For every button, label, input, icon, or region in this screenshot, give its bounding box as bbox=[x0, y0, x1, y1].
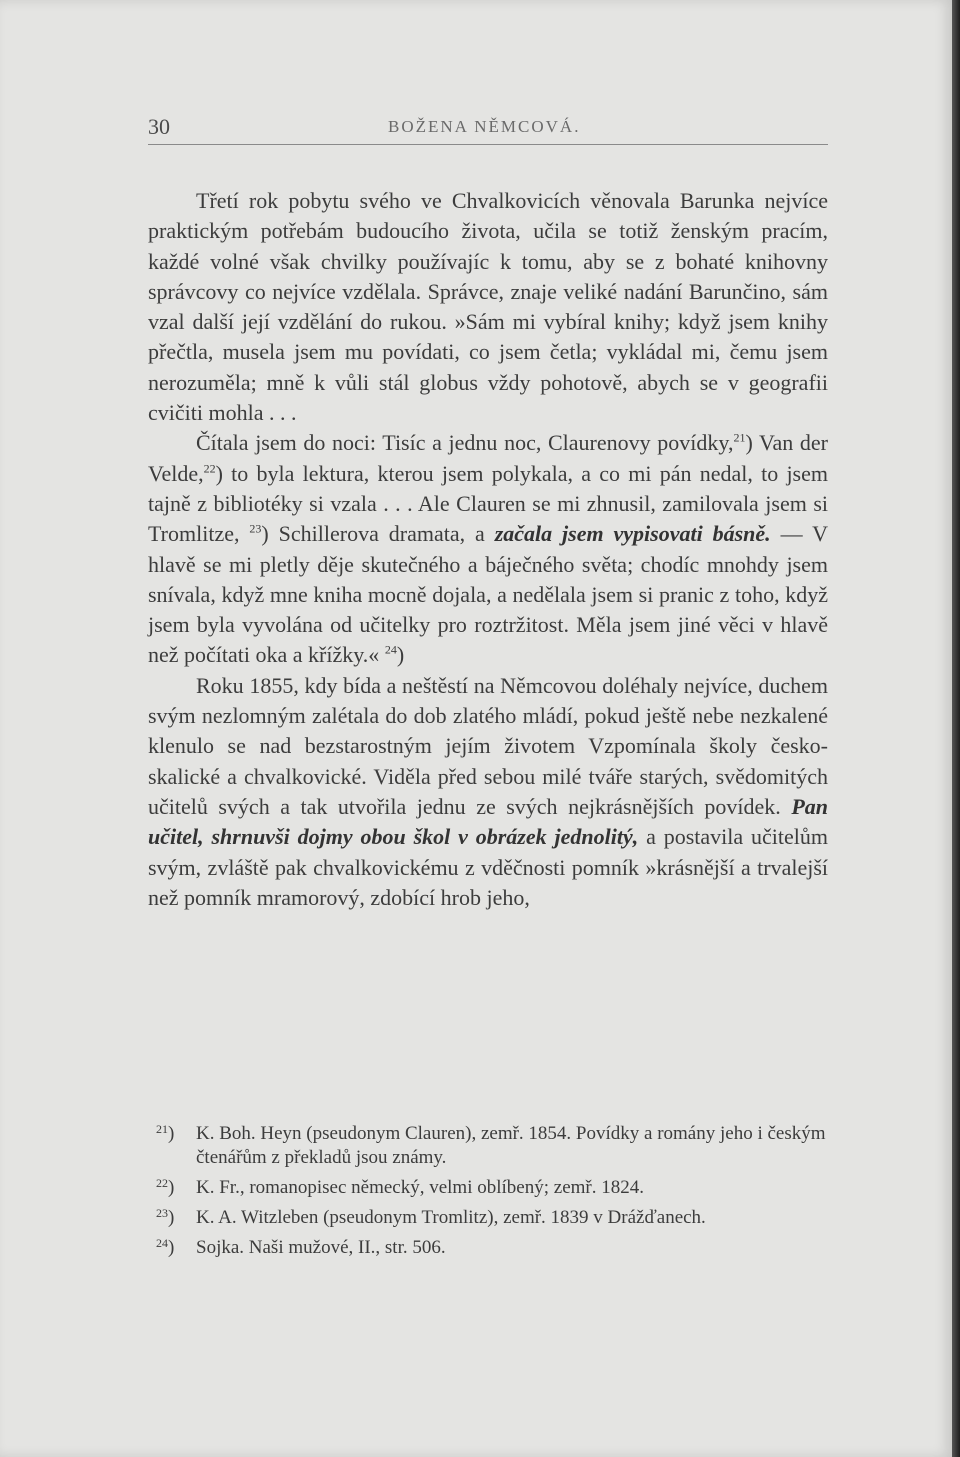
paragraph-2-text-e: — V hlavě se mi pletly děje skutečného a báječného světa; chodíc mnohdy jsem snívala, když mne kniha mocně dojala, a nedělala jsem si pranic z toho, když jsem byla vyvolána od učitelky pro roztržitost. Měla jsem jiné věci v hlavě než počítati oka a křížky.« bbox=[148, 521, 829, 668]
paragraph-1-text: Třetí rok pobytu svého ve Chvalkovicích věnovala Barunka nejvíce praktickým potřebám budoucího života, učila se totiž ženským pracím, každé volné však chvilky používajíc k tomu, aby se z bohaté knihovny správcovy co nejvíce vzdělala. Správce, znaje veliké nadání Barunčino, sám vzal další její vzdělání do rukou. »Sám mi vybíral knihy; když jsem knihy přečtla, musela jsem mu povídati, co jsem četla; vykládal mi, čemu jsem nerozuměla; mně k vůli stál globus vždy pohotově, abych se v geografii cvičiti mohla . . . bbox=[148, 188, 828, 426]
italic-title-pan-ucitel: Pan učitel, shrnuvši dojmy obou škol v obrázek jednolitý, bbox=[148, 793, 829, 850]
italic-phrase-basne: začala jsem vypisovati básně. bbox=[494, 521, 771, 547]
footnote-23 bbox=[156, 1206, 828, 1230]
footnote-21 bbox=[156, 1122, 828, 1170]
footnote-text: Sojka. Naši mužové, II., str. 506. bbox=[196, 1237, 446, 1258]
footnotes bbox=[156, 1122, 828, 1266]
running-head: BOŽENA NĚMCOVÁ. bbox=[388, 117, 581, 136]
page-number: 30 bbox=[148, 114, 170, 139]
body-text bbox=[148, 186, 828, 913]
footnote-text: K. Boh. Heyn (pseudonym Clauren), zemř. 1854. Povídky a romány jeho i českým čtenářům z překladů jsou známy. bbox=[196, 1123, 826, 1168]
paragraph-2-text-a: Čítala jsem do noci: Tisíc a jednu noc, Claurenovy povídky, bbox=[196, 430, 734, 456]
header-rule bbox=[148, 144, 828, 145]
page-header bbox=[148, 114, 828, 146]
page-edge bbox=[952, 0, 960, 1457]
paragraph-3-text-b: a postavila učitelům svým, zvláště pak chvalkovickému z vděčnosti pomník »krásnější a trvalejší než pomník mramorový, zdobící hrob jeho, bbox=[148, 824, 829, 910]
footnote-ref-22: 22 bbox=[203, 461, 216, 476]
footnote-ref-21: 21 bbox=[733, 431, 746, 446]
paragraph-2-text-b: ) Van der Velde, bbox=[148, 430, 828, 486]
paragraph-3-text-a: Roku 1855, kdy bída a neštěstí na Němcovou doléhaly nejvíce, duchem svým nezlomným zalétala do dob zlatého mládí, pokud ještě nebe nezkalené klenulo se nad bezstarostným jejím životem Vzpomínala školy česko-skalické a chvalkovické. Viděla před sebou milé tváře starých, svědomitých učitelů svých a tak utvořila jednu ze svých nejkrásnějších povídek. bbox=[148, 672, 828, 819]
footnote-number: $^{24}$) bbox=[156, 1236, 175, 1258]
paragraph-3 bbox=[148, 671, 828, 913]
paragraph-2-text-d: ) Schillerova dramata, a bbox=[261, 521, 485, 547]
footnote-text: K. A. Witzleben (pseudonym Tromlitz), zemř. 1839 v Drážďanech. bbox=[196, 1207, 706, 1228]
footnote-24 bbox=[156, 1236, 828, 1260]
footnote-ref-24: 24 bbox=[384, 643, 397, 658]
paragraph-2-text-f: ) bbox=[396, 642, 405, 668]
footnote-22 bbox=[156, 1176, 828, 1200]
paragraph-2 bbox=[148, 428, 828, 670]
footnote-number: $^{23}$) bbox=[156, 1206, 175, 1228]
paragraph-2-text-c: ) to byla lektura, kterou jsem polykala, a co mi pán nedal, to jsem tajně z bibliotéky si vzala . . . Ale Clauren se mi zhnusil, zamilovala jsem si Tromlitze, bbox=[148, 460, 828, 547]
paragraph-1 bbox=[148, 186, 828, 428]
footnote-text: K. Fr., romanopisec německý, velmi oblíbený; zemř. 1824. bbox=[196, 1177, 644, 1198]
footnote-number: $^{22}$) bbox=[156, 1176, 175, 1198]
footnote-ref-23: 23 bbox=[249, 521, 262, 536]
footnote-number: $^{21}$) bbox=[156, 1122, 175, 1144]
